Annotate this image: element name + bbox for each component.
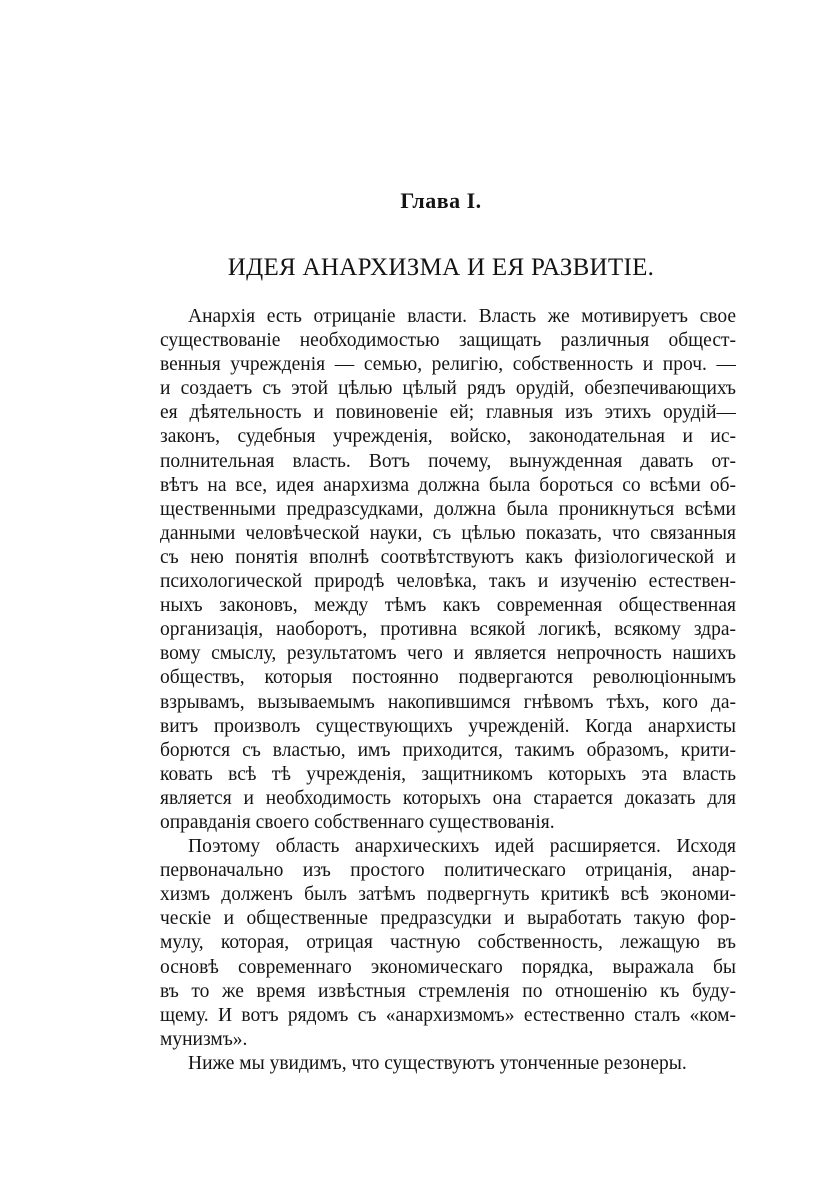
text-line: ковать всѣ тѣ учрежденія, защитникомъ которыхъ эта власть [160, 763, 736, 785]
text-line: обществъ, которыя постоянно подвергаются революціоннымъ [160, 667, 736, 689]
text-line: законъ, судебныя учрежденія, войско, законодательная и ис- [160, 426, 736, 448]
text-line: ныхъ законовъ, между тѣмъ какъ современная общественная [160, 595, 736, 617]
text-line: венныя учрежденія — семью, религію, собственность и проч. — [160, 354, 736, 376]
chapter-title: ИДЕЯ АНАРХИЗМА И ЕЯ РАЗВИТІЕ. [227, 254, 655, 281]
chapter-heading: Глава I. [400, 188, 482, 213]
text-line: хизмъ долженъ былъ затѣмъ подвергнуть критикѣ всѣ экономи- [160, 884, 736, 906]
text-line: щему. И вотъ рядомъ съ «анархизмомъ» естественно сталъ «ком- [160, 1004, 736, 1026]
text-line: витъ произволъ существующихъ учрежденій. Когда анархисты [160, 715, 736, 737]
text-line: существованіе необходимостью защищать различныя общест- [160, 330, 736, 352]
text-line: съ нею понятія вполнѣ соотвѣтствуютъ какъ физіологической и [160, 546, 736, 568]
text-line: вѣтъ на все, идея анархизма должна была бороться со всѣми об- [160, 474, 736, 496]
text-line: психологической природѣ человѣка, такъ и изученію естествен- [160, 571, 736, 593]
text-line: Ниже мы увидимъ, что существуютъ утонченные резонеры. [188, 1052, 687, 1074]
text-line: взрывамъ, вызываемымъ накопившимся гнѣвомъ тѣхъ, кого да- [160, 691, 736, 713]
text-line: является и необходимость которыхъ она старается доказать для [160, 787, 736, 809]
text-line: щественными предразсудками, должна была проникнуться всѣми [160, 498, 736, 520]
text-line: мулу, которая, отрицая частную собственность, лежащую въ [160, 932, 736, 954]
text-line: полнительная власть. Вотъ почему, вынужденная давать от- [160, 450, 736, 472]
text-line: ческіе и общественные предразсудки и выработать такую фор- [160, 908, 736, 930]
text-line: и создаетъ съ этой цѣлью цѣлый рядъ орудій, обезпечивающихъ [160, 378, 736, 400]
text-line: оправданія своего собственнаго существованія. [160, 811, 555, 833]
text-line: Поэтому область анархическихъ идей расширяется. Исходя [188, 836, 736, 858]
body-text [160, 305, 736, 1076]
text-line: борются съ властью, имъ приходится, такимъ образомъ, крити- [160, 739, 736, 761]
text-line: вому смыслу, результатомъ чего и является непрочность нашихъ [160, 643, 736, 665]
text-line: основѣ современнаго экономическаго порядка, выражала бы [160, 956, 736, 978]
text-line: ея дѣятельность и повиновеніе ей; главныя изъ этихъ орудій— [160, 402, 736, 424]
text-line: въ то же время извѣстныя стремленія по отношенію къ буду- [160, 980, 736, 1002]
text-line: первоначально изъ простого политическаго отрицанія, анар- [160, 860, 736, 882]
text-line: организація, наоборотъ, противна всякой логикѣ, всякому здра- [160, 619, 736, 641]
text-line: Анархія есть отрицаніе власти. Власть же мотивируетъ свое [188, 306, 736, 327]
text-line: данными человѣческой науки, съ цѣлью показать, что связанныя [160, 522, 736, 544]
text-line: мунизмъ». [160, 1028, 248, 1050]
